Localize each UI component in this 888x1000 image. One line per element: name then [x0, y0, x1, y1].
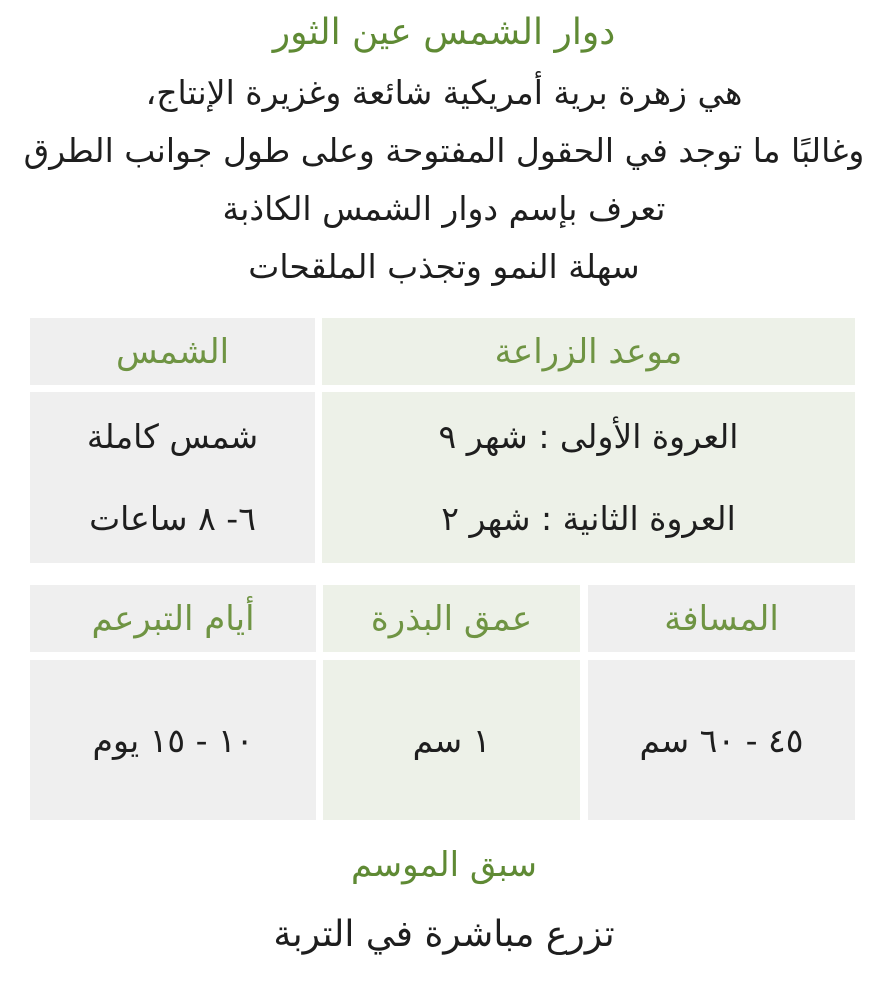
planting-time-header: موعد الزراعة [322, 318, 855, 385]
planting-season-second: العروة الثانية : شهر ٢ [441, 498, 736, 538]
season-label: سبق الموسم [350, 845, 538, 885]
page-title: دوار الشمس عين الثور [272, 12, 616, 53]
planting-season-first: العروة الأولى : شهر ٩ [438, 416, 739, 456]
intro-line: هي زهرة برية أمريكية شائعة وغزيرة الإنتاج، [145, 73, 743, 112]
intro-line: سهلة النمو وتجذب الملقحات [248, 247, 640, 286]
sun-cell [30, 392, 315, 563]
seed-depth-value: ١ سم [323, 660, 580, 820]
planting-time-cell [322, 392, 855, 563]
sun-hours: ٦- ٨ ساعات [89, 498, 256, 538]
intro-line: تعرف بإسم دوار الشمس الكاذبة [222, 189, 666, 228]
seed-depth-header: عمق البذرة [323, 585, 580, 652]
sun-type: شمس كاملة [86, 416, 259, 456]
germination-days-value: ١٠ - ١٥ يوم [30, 660, 316, 820]
intro-text [0, 64, 888, 296]
intro-line: وغالبًا ما توجد في الحقول المفتوحة وعلى طول جوانب الطرق [23, 131, 865, 170]
spacing-header: المسافة [588, 585, 855, 652]
season-text: تزرع مباشرة في التربة [273, 914, 615, 955]
spacing-value: ٤٥ - ٦٠ سم [588, 660, 855, 820]
germination-days-header: أيام التبرعم [30, 585, 316, 652]
sun-header: الشمس [30, 318, 315, 385]
